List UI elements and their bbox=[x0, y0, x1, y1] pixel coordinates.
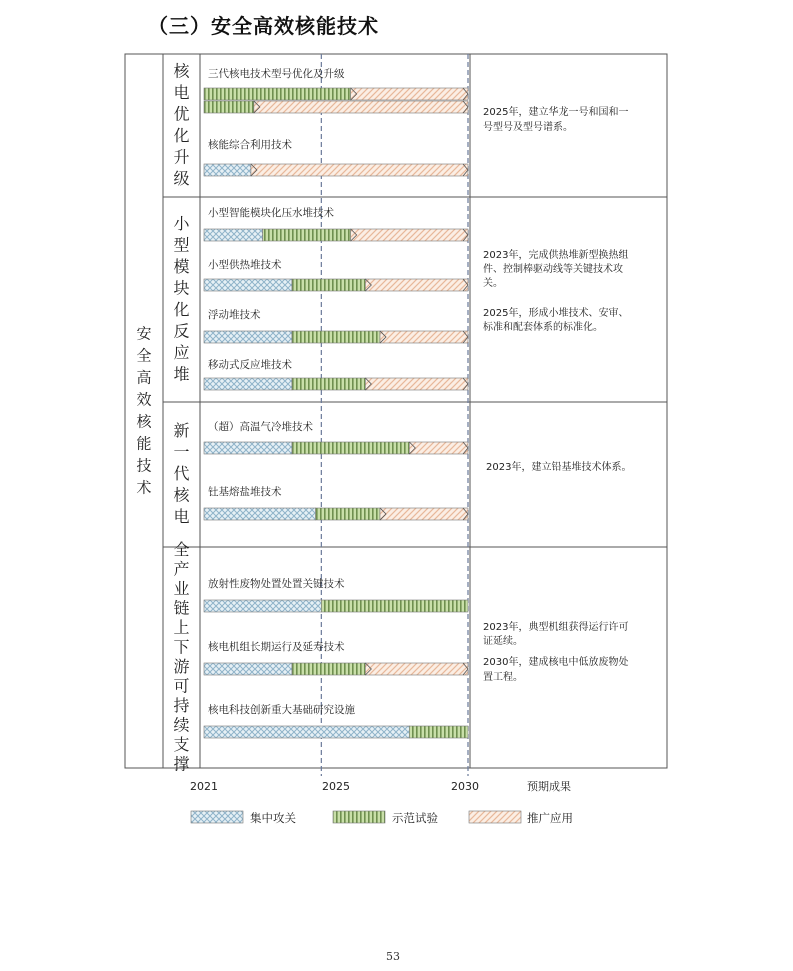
tick-label-2021: 2021 bbox=[190, 780, 218, 793]
outcome-text: 关。 bbox=[483, 278, 503, 289]
tick-label-2025: 2025 bbox=[322, 780, 350, 793]
bar-deploy bbox=[254, 101, 468, 113]
bar-demo bbox=[204, 101, 254, 113]
outcome-text: 2025年，建立华龙一号和国和一 bbox=[483, 107, 629, 118]
bar-deploy bbox=[251, 164, 468, 176]
bar-research bbox=[204, 442, 292, 454]
page-title: （三）安全高效核能技术 bbox=[148, 14, 379, 38]
group-name: 游 bbox=[173, 656, 190, 676]
group-name: 堆 bbox=[173, 364, 190, 384]
bar-demo bbox=[204, 88, 351, 100]
bar-research bbox=[204, 726, 409, 738]
group-name: 产 bbox=[173, 559, 190, 579]
group-name: 续 bbox=[173, 715, 190, 735]
group-name: 持 bbox=[173, 695, 190, 715]
group-name: 下 bbox=[173, 637, 190, 657]
bar-demo bbox=[315, 508, 380, 520]
legend-label-deploy: 推广应用 bbox=[527, 811, 573, 825]
group-name: 电 bbox=[173, 82, 190, 102]
legend-swatch-demo bbox=[333, 811, 385, 823]
outcome-text: 2023年，建立铅基堆技术体系。 bbox=[486, 462, 632, 473]
group-name: 电 bbox=[173, 507, 190, 526]
item-label: （超）高温气冷堆技术 bbox=[208, 421, 313, 433]
bar-research bbox=[204, 378, 292, 390]
bar-research bbox=[204, 331, 292, 343]
group-name: 化 bbox=[173, 299, 190, 319]
bar-deploy bbox=[365, 279, 468, 291]
item-label: 核能综合利用技术 bbox=[208, 139, 292, 151]
group-name: 撑 bbox=[173, 754, 190, 774]
page-number: 53 bbox=[386, 950, 400, 963]
group-name: 小 bbox=[173, 213, 190, 233]
bar-demo bbox=[321, 600, 468, 612]
item-label: 放射性废物处置处置关键技术 bbox=[208, 578, 345, 590]
outcome-text: 2030年，建成核电中低放废物处 bbox=[483, 657, 629, 668]
legend-swatch-research bbox=[191, 811, 243, 823]
group-name: 上 bbox=[173, 617, 190, 637]
item-label: 三代核电技术型号优化及升级 bbox=[208, 68, 345, 80]
group-name: 支 bbox=[173, 734, 190, 754]
bar-demo bbox=[292, 378, 365, 390]
bar-research bbox=[204, 600, 321, 612]
bar-research bbox=[204, 164, 251, 176]
group-name: 全 bbox=[173, 539, 190, 559]
outcome-text: 标准和配套体系的标准化。 bbox=[483, 322, 603, 333]
outcome-text: 2023年，典型机组获得运行许可 bbox=[483, 622, 629, 633]
outcome-text: 2025年，形成小堆技术、安审、 bbox=[483, 308, 629, 319]
bar-deploy bbox=[351, 88, 468, 100]
category-label: 核 bbox=[136, 412, 152, 431]
bar-demo bbox=[263, 229, 351, 241]
item-label: 核电机组长期运行及延寿技术 bbox=[208, 641, 345, 653]
group-name: 块 bbox=[173, 278, 190, 298]
outcome-header: 预期成果 bbox=[527, 780, 571, 793]
category-label: 安 bbox=[136, 324, 152, 343]
group-name: 一 bbox=[173, 442, 190, 462]
group-name: 新 bbox=[173, 421, 190, 440]
item-label: 小型供热堆技术 bbox=[208, 259, 282, 271]
legend-label-demo: 示范试验 bbox=[392, 811, 438, 825]
category-label: 高 bbox=[136, 368, 152, 387]
category-label: 技 bbox=[136, 456, 152, 475]
item-label: 浮动堆技术 bbox=[208, 309, 261, 321]
bar-deploy bbox=[365, 663, 468, 675]
bar-demo bbox=[409, 726, 468, 738]
category-label: 效 bbox=[136, 390, 152, 409]
item-label: 小型智能模块化压水堆技术 bbox=[208, 207, 334, 219]
group-name: 反 bbox=[173, 321, 190, 341]
group-name: 可 bbox=[173, 676, 190, 696]
group-name: 模 bbox=[173, 256, 190, 276]
group-name: 级 bbox=[173, 168, 190, 188]
group-name: 型 bbox=[173, 235, 190, 255]
bar-deploy bbox=[380, 331, 468, 343]
bar-deploy bbox=[365, 378, 468, 390]
outcome-text: 号型号及型号谱系。 bbox=[483, 122, 573, 133]
outcome-text: 证延续。 bbox=[483, 636, 523, 647]
group-name: 代 bbox=[173, 464, 190, 483]
bar-research bbox=[204, 229, 263, 241]
group-name: 链 bbox=[173, 598, 190, 618]
group-name: 应 bbox=[173, 342, 190, 362]
group-name: 核 bbox=[173, 485, 190, 505]
legend-swatch-deploy bbox=[469, 811, 521, 823]
bar-research bbox=[204, 508, 315, 520]
bar-research bbox=[204, 663, 292, 675]
bar-deploy bbox=[409, 442, 468, 454]
group-name: 化 bbox=[173, 125, 190, 145]
bar-demo bbox=[292, 663, 365, 675]
item-label: 核电科技创新重大基础研究设施 bbox=[208, 704, 355, 716]
bar-demo bbox=[292, 279, 365, 291]
group-name: 核 bbox=[173, 61, 190, 81]
tick-label-2030: 2030 bbox=[451, 780, 479, 793]
category-label: 能 bbox=[136, 434, 152, 453]
item-label: 钍基熔盐堆技术 bbox=[208, 486, 282, 498]
category-label: 术 bbox=[136, 478, 152, 497]
bar-demo bbox=[292, 442, 409, 454]
bar-research bbox=[204, 279, 292, 291]
group-name: 优 bbox=[173, 104, 190, 124]
bar-deploy bbox=[380, 508, 468, 520]
outcome-text: 置工程。 bbox=[483, 672, 523, 683]
category-label: 全 bbox=[136, 346, 152, 365]
outcome-text: 2023年，完成供热堆新型换热组 bbox=[483, 250, 629, 261]
legend-label-research: 集中攻关 bbox=[250, 811, 296, 825]
bar-deploy bbox=[351, 229, 468, 241]
group-name: 业 bbox=[173, 578, 190, 598]
bar-demo bbox=[292, 331, 380, 343]
group-name: 升 bbox=[173, 147, 190, 167]
outcome-text: 件、控制棒驱动线等关键技术攻 bbox=[483, 264, 623, 275]
item-label: 移动式反应堆技术 bbox=[208, 359, 292, 371]
